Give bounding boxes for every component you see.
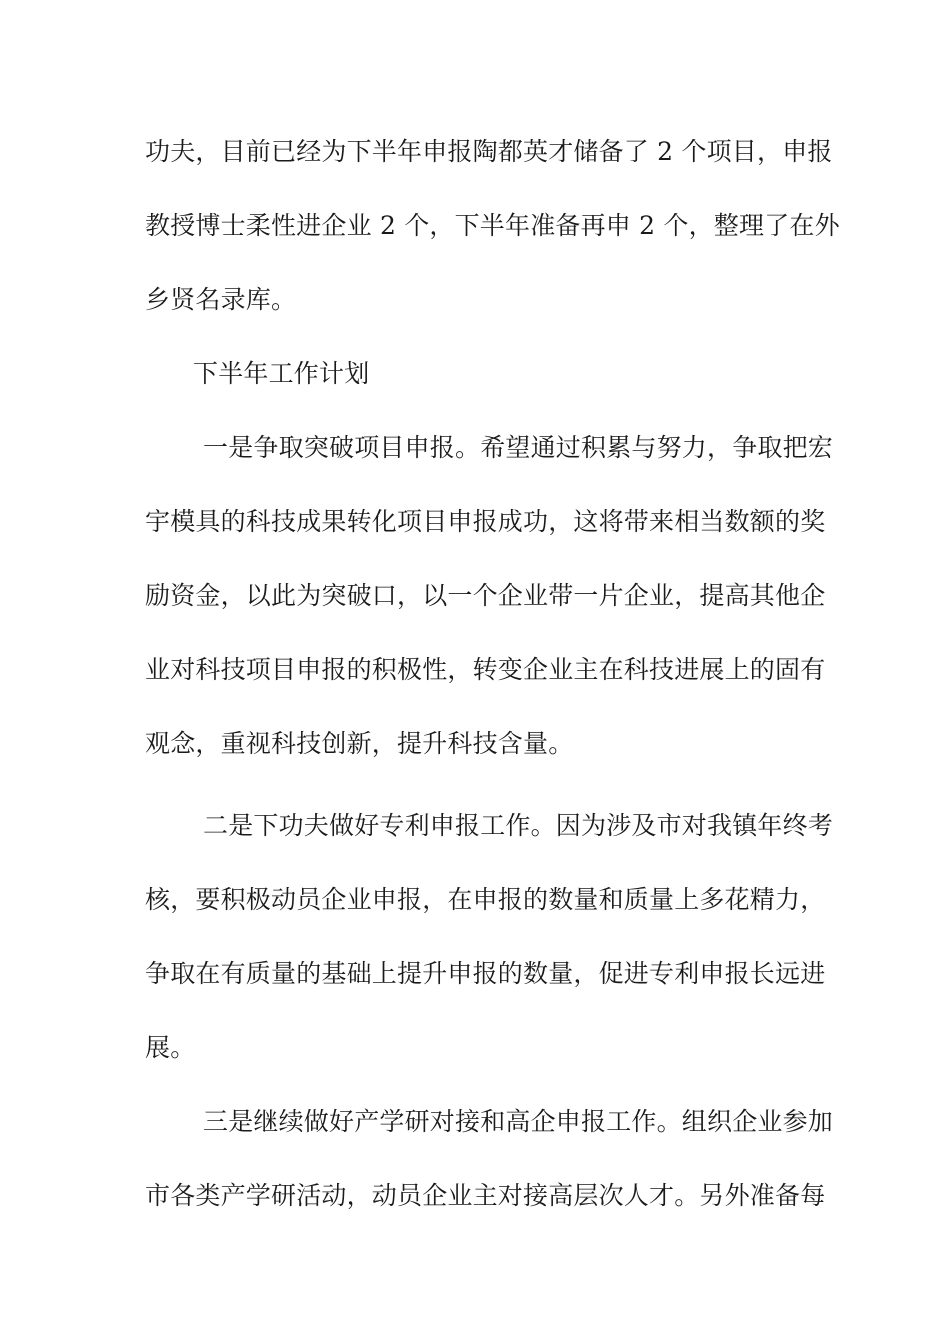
plan-item-3-line: 市各类产学研活动，动员企业主对接高层次人才。另外准备每 <box>145 1181 826 1210</box>
paragraph-line: 教授博士柔性进企业 2 个，下半年准备再申 2 个，整理了在外 <box>145 211 840 240</box>
paragraph-line: 功夫，目前已经为下半年申报陶都英才储备了 2 个项目，申报 <box>145 137 833 166</box>
plan-item-1-line: 观念，重视科技创新，提升科技含量。 <box>145 729 574 758</box>
plan-item-1-line: 宇模具的科技成果转化项目申报成功，这将带来相当数额的奖 <box>145 507 826 536</box>
section-heading: 下半年工作计划 <box>193 359 370 388</box>
plan-item-2-line: 二是下功夫做好专利申报工作。因为涉及市对我镇年终考 <box>203 811 834 840</box>
plan-item-3-line: 三是继续做好产学研对接和高企申报工作。组织企业参加 <box>203 1107 834 1136</box>
plan-item-1-line: 一是争取突破项目申报。希望通过积累与努力，争取把宏 <box>203 433 834 462</box>
plan-item-1-line: 业对科技项目申报的积极性，转变企业主在科技进展上的固有 <box>145 655 826 684</box>
plan-item-2-line: 展。 <box>145 1033 196 1062</box>
plan-item-2-line: 核，要积极动员企业申报，在申报的数量和质量上多花精力， <box>145 885 826 914</box>
plan-item-1-line: 励资金，以此为突破口，以一个企业带一片企业，提高其他企 <box>145 581 826 610</box>
plan-item-2-line: 争取在有质量的基础上提升申报的数量，促进专利申报长远进 <box>145 959 826 988</box>
paragraph-line: 乡贤名录库。 <box>145 285 297 314</box>
